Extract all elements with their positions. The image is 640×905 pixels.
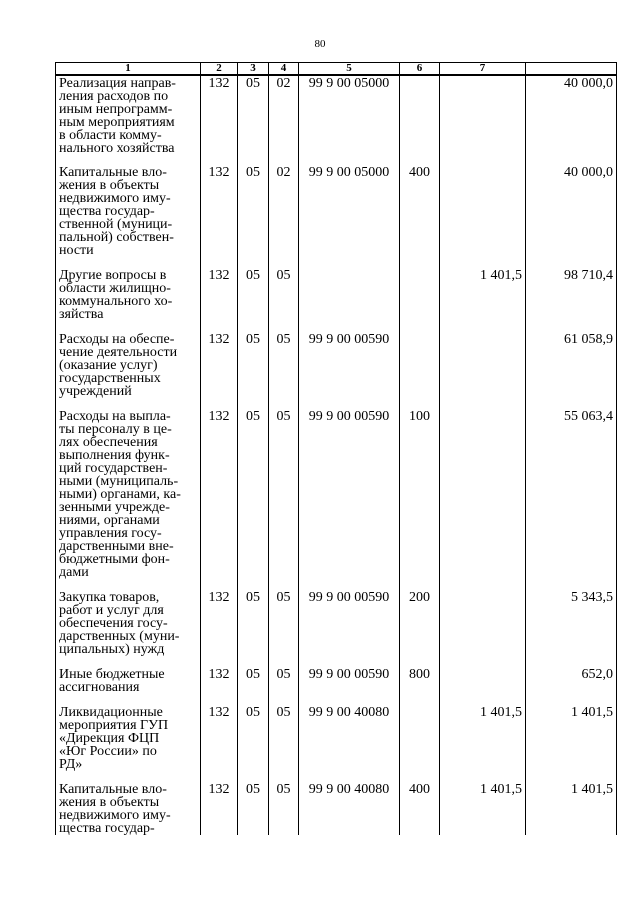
row-code-4: 05 bbox=[269, 782, 299, 835]
column-header-3: 3 bbox=[238, 63, 269, 76]
row-code-2: 132 bbox=[201, 409, 238, 590]
row-code-6 bbox=[400, 268, 440, 332]
row-value-7: 1 401,5 bbox=[440, 268, 526, 332]
row-code-2: 132 bbox=[201, 332, 238, 409]
table-row bbox=[56, 705, 617, 782]
row-code-2: 132 bbox=[201, 590, 238, 667]
column-header-2: 2 bbox=[201, 63, 238, 76]
row-code-3: 05 bbox=[238, 75, 269, 165]
column-header-5: 5 bbox=[299, 63, 400, 76]
table-row bbox=[56, 590, 617, 667]
row-code-6 bbox=[400, 332, 440, 409]
row-code-3: 05 bbox=[238, 409, 269, 590]
row-code-5: 99 9 00 00590 bbox=[299, 667, 400, 705]
row-name: Реализация направ- ления расходов по иным непрограмм- ным мероприятиям в области комму- нального хозяйства bbox=[56, 75, 201, 165]
row-code-5: 99 9 00 00590 bbox=[299, 332, 400, 409]
row-code-3: 05 bbox=[238, 332, 269, 409]
row-value-7 bbox=[440, 409, 526, 590]
row-name: Ликвидационные мероприятия ГУП «Дирекция ФЦП «Юг России» по РД» bbox=[56, 705, 201, 782]
row-code-3: 05 bbox=[238, 667, 269, 705]
row-code-4: 05 bbox=[269, 705, 299, 782]
row-value-8: 98 710,4 bbox=[526, 268, 617, 332]
row-value-7 bbox=[440, 75, 526, 165]
row-value-8: 55 063,4 bbox=[526, 409, 617, 590]
row-code-2: 132 bbox=[201, 165, 238, 268]
row-code-3: 05 bbox=[238, 705, 269, 782]
table-row bbox=[56, 268, 617, 332]
row-value-8: 61 058,9 bbox=[526, 332, 617, 409]
row-value-8: 652,0 bbox=[526, 667, 617, 705]
row-code-4: 05 bbox=[269, 409, 299, 590]
table-row bbox=[56, 782, 617, 835]
row-code-5: 99 9 00 00590 bbox=[299, 409, 400, 590]
row-code-6: 400 bbox=[400, 165, 440, 268]
row-value-7: 1 401,5 bbox=[440, 782, 526, 835]
row-value-8: 1 401,5 bbox=[526, 782, 617, 835]
row-code-6: 100 bbox=[400, 409, 440, 590]
table-row bbox=[56, 75, 617, 165]
row-code-3: 05 bbox=[238, 590, 269, 667]
row-code-2: 132 bbox=[201, 667, 238, 705]
column-header-6: 6 bbox=[400, 63, 440, 76]
row-code-2: 132 bbox=[201, 268, 238, 332]
row-code-4: 02 bbox=[269, 75, 299, 165]
row-name: Расходы на обеспе- чение деятельности (оказание услуг) государственных учреждений bbox=[56, 332, 201, 409]
row-code-6: 800 bbox=[400, 667, 440, 705]
column-header-7: 7 bbox=[440, 63, 526, 76]
table-row bbox=[56, 667, 617, 705]
row-code-2: 132 bbox=[201, 75, 238, 165]
row-value-7 bbox=[440, 590, 526, 667]
row-value-8: 5 343,5 bbox=[526, 590, 617, 667]
table-header-row bbox=[56, 63, 617, 76]
table-row bbox=[56, 409, 617, 590]
table-row bbox=[56, 332, 617, 409]
row-name: Расходы на выпла- ты персоналу в це- лях обеспечения выполнения функ- ций государствен- ными (муниципаль- ными) органами, ка- зенными учрежде- ниями, органами управления госу- дарственными вне- бюджетными фон- дами bbox=[56, 409, 201, 590]
row-value-7 bbox=[440, 667, 526, 705]
row-code-5: 99 9 00 40080 bbox=[299, 705, 400, 782]
row-code-3: 05 bbox=[238, 268, 269, 332]
page-number: 80 bbox=[314, 38, 326, 50]
row-code-3: 05 bbox=[238, 165, 269, 268]
row-code-4: 05 bbox=[269, 667, 299, 705]
budget-table bbox=[55, 62, 617, 835]
row-code-4: 05 bbox=[269, 332, 299, 409]
row-code-5: 99 9 00 05000 bbox=[299, 75, 400, 165]
row-code-4: 05 bbox=[269, 590, 299, 667]
row-code-5: 99 9 00 00590 bbox=[299, 590, 400, 667]
row-code-5: 99 9 00 05000 bbox=[299, 165, 400, 268]
row-code-6 bbox=[400, 75, 440, 165]
table-row bbox=[56, 165, 617, 268]
column-header-1: 1 bbox=[56, 63, 201, 76]
row-code-6: 200 bbox=[400, 590, 440, 667]
row-name: Капитальные вло- жения в объекты недвижимого иму- щества государ- ственной (муници- пальной) собствен- ности bbox=[56, 165, 201, 268]
row-value-8: 40 000,0 bbox=[526, 75, 617, 165]
row-code-5 bbox=[299, 268, 400, 332]
row-code-4: 05 bbox=[269, 268, 299, 332]
row-value-8: 40 000,0 bbox=[526, 165, 617, 268]
row-code-5: 99 9 00 40080 bbox=[299, 782, 400, 835]
row-value-7 bbox=[440, 165, 526, 268]
row-value-7 bbox=[440, 332, 526, 409]
row-code-3: 05 bbox=[238, 782, 269, 835]
row-name: Капитальные вло- жения в объекты недвижимого иму- щества государ- bbox=[56, 782, 201, 835]
row-code-4: 02 bbox=[269, 165, 299, 268]
row-name: Закупка товаров, работ и услуг для обеспечения госу- дарственных (муни- ципальных) нужд bbox=[56, 590, 201, 667]
row-code-6: 400 bbox=[400, 782, 440, 835]
row-value-8: 1 401,5 bbox=[526, 705, 617, 782]
row-name: Другие вопросы в области жилищно- коммунального хо- зяйства bbox=[56, 268, 201, 332]
row-code-6 bbox=[400, 705, 440, 782]
row-value-7: 1 401,5 bbox=[440, 705, 526, 782]
row-name: Иные бюджетные ассигнования bbox=[56, 667, 201, 705]
column-header-8 bbox=[526, 63, 617, 76]
column-header-4: 4 bbox=[269, 63, 299, 76]
row-code-2: 132 bbox=[201, 705, 238, 782]
row-code-2: 132 bbox=[201, 782, 238, 835]
